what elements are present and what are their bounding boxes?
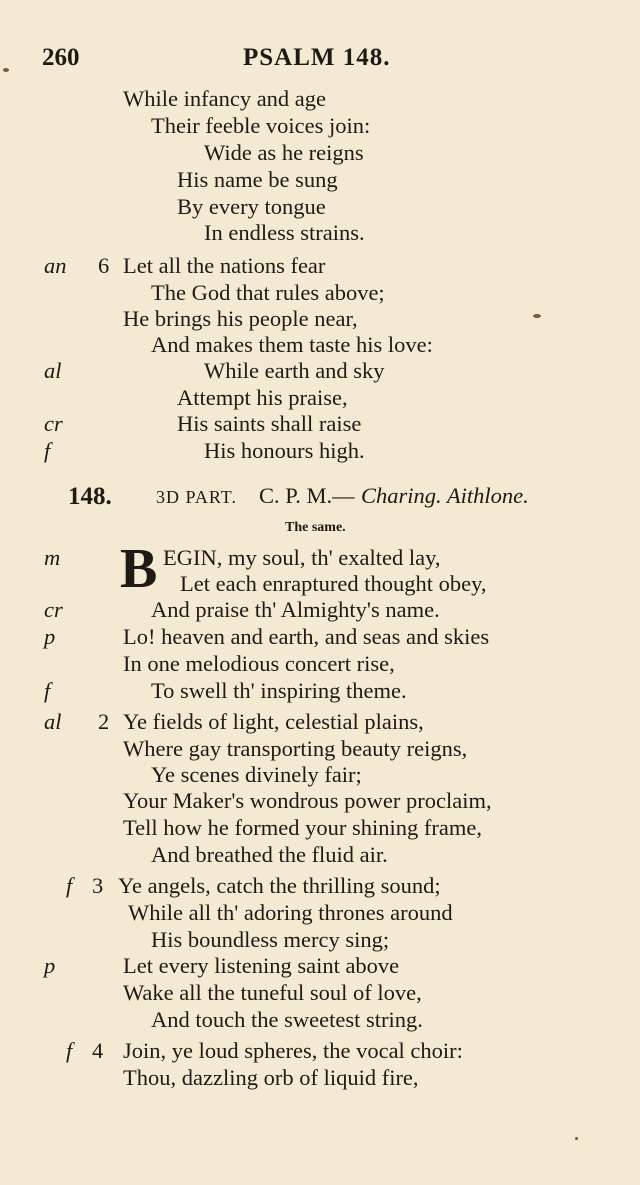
verse-line: al While earth and sky <box>44 358 385 383</box>
verse-line: Tell how he formed your shining frame, <box>123 815 482 840</box>
verse-line: an 6 Let all the nations fear <box>44 253 326 278</box>
verse-line: Where gay transporting beauty reigns, <box>123 736 468 761</box>
hymn-tunes: Charing. Aithlone. <box>361 483 529 508</box>
dynamic-mark: al <box>44 709 62 734</box>
verse-line: The God that rules above; <box>151 280 385 305</box>
dynamic-mark: f <box>66 873 73 898</box>
paper-speck <box>3 68 9 72</box>
verse-number: 6 <box>98 253 110 278</box>
page-header <box>0 44 640 76</box>
verse-line: And touch the sweetest string. <box>151 1007 423 1032</box>
dynamic-mark: an <box>44 253 67 278</box>
verse-line: p Let every listening saint above <box>44 953 400 978</box>
hymn-number: 148. <box>68 483 112 510</box>
running-title: PSALM 148. <box>243 44 391 71</box>
dynamic-mark: f <box>44 678 51 703</box>
dynamic-mark: cr <box>44 597 63 622</box>
verse-line: cr His saints shall raise <box>44 411 362 436</box>
paper-speck <box>533 314 541 318</box>
verse-line: f 3 Ye angels, catch the thrilling sound; <box>66 873 441 898</box>
hymn-part: 3D PART. <box>156 487 237 507</box>
verse-line: Wide as he reigns <box>204 140 364 165</box>
verse-line: Attempt his praise, <box>177 385 348 410</box>
verse-line: f 4 Join, ye loud spheres, the vocal choir: <box>66 1038 463 1063</box>
verse-line: His name be sung <box>177 167 338 192</box>
verse-line: His boundless mercy sing; <box>151 927 390 952</box>
verse-line: p Lo! heaven and earth, and seas and skies <box>44 624 490 649</box>
verse-line: m EGIN, my soul, th' exalted lay, <box>44 545 441 570</box>
verse-number: 4 <box>92 1038 104 1063</box>
verse-number: 2 <box>98 709 110 734</box>
verse-line: And breathed the fluid air. <box>151 842 388 867</box>
hymn-meter: C. P. M.— <box>259 483 355 508</box>
dynamic-mark: p <box>44 953 56 978</box>
verse-line: By every tongue <box>177 194 326 219</box>
verse-line: f His honours high. <box>44 438 365 463</box>
dynamic-mark: f <box>44 438 51 463</box>
verse-line: cr And praise th' Almighty's name. <box>44 597 440 622</box>
hymn-heading <box>0 483 640 513</box>
verse-number: 3 <box>92 873 104 898</box>
verse-line: Their feeble voices join: <box>151 113 371 138</box>
dynamic-mark: cr <box>44 411 63 436</box>
dynamic-mark: f <box>66 1038 73 1063</box>
drop-cap: B <box>120 538 158 600</box>
verse-line: Wake all the tuneful soul of love, <box>123 980 422 1005</box>
verse-line: While infancy and age <box>123 86 327 111</box>
dynamic-mark: p <box>44 624 56 649</box>
page-number: 260 <box>42 44 80 71</box>
verse-line: f To swell th' inspiring theme. <box>44 678 407 703</box>
dynamic-mark: al <box>44 358 62 383</box>
hymn-subtitle: The same. <box>285 520 346 535</box>
verse-line: In endless strains. <box>204 220 365 245</box>
verse-line: In one melodious concert rise, <box>123 651 395 676</box>
verse-line: Ye scenes divinely fair; <box>151 762 362 787</box>
verse-line: He brings his people near, <box>123 306 358 331</box>
verse-line: Let each enraptured thought obey, <box>180 571 487 596</box>
verse-line: Your Maker's wondrous power proclaim, <box>123 788 492 813</box>
verse-line: While all th' adoring thrones around <box>128 900 453 925</box>
paper-speck <box>575 1137 578 1140</box>
dynamic-mark: m <box>44 545 61 570</box>
verse-line: al 2 Ye fields of light, celestial plains, <box>44 709 424 734</box>
verse-line: Thou, dazzling orb of liquid fire, <box>123 1065 419 1090</box>
verse-line: And makes them taste his love: <box>151 332 433 357</box>
